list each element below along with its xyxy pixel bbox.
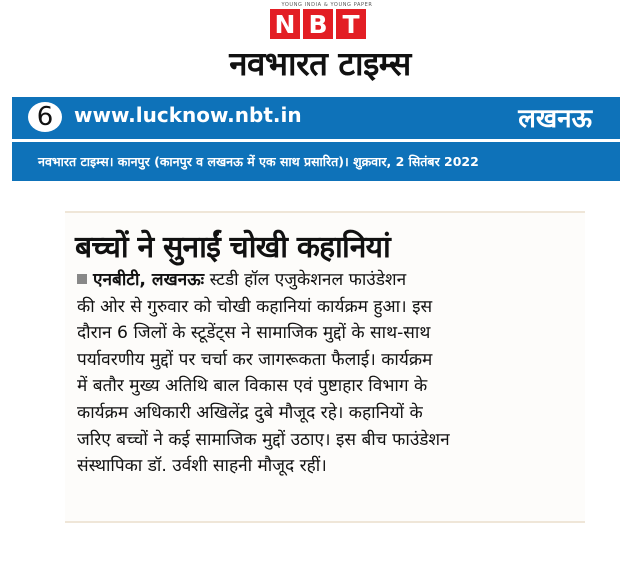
article-line: दौरान 6 जिलों के स्टूडेंट्स ने सामाजिक मुद्दों के साथ-साथ — [77, 323, 431, 344]
article-line: संस्थापिका डॉ. उर्वशी साहनी मौजूद रहीं। — [77, 456, 327, 477]
article-line: कार्यक्रम अधिकारी अखिलेंद्र दुबे मौजूद रहे। कहानियों के — [77, 402, 423, 423]
article-dateline-prefix: एनबीटी, लखनऊः — [93, 270, 205, 290]
article-line — [77, 267, 577, 294]
nbt-logo-letter-t: T — [336, 9, 366, 39]
article-line: जरिए बच्चों ने कई सामाजिक मुद्दों उठाए। इस बीच फाउंडेशन — [77, 429, 450, 450]
banner-bottom-bar — [12, 142, 620, 181]
edition-dateline: नवभारत टाइम्स। कानपुर (कानपुर व लखनऊ में एक साथ प्रसारित)। शुक्रवार, 2 सितंबर 2022 — [38, 154, 479, 169]
banner-top-bar — [12, 97, 620, 139]
article-line: की ओर से गुरुवार को चोखी कहानियां कार्यक्रम हुआ। इस — [77, 296, 433, 317]
article-clipping — [65, 211, 585, 523]
page-number: 6 — [28, 102, 62, 132]
clipping-top-rule — [65, 211, 585, 213]
masthead-tagline: YOUNG INDIA & YOUNG PAPER — [281, 2, 373, 8]
page-banner — [12, 97, 620, 181]
edition-city: लखनऊ — [518, 104, 592, 134]
nbt-logo-letter-n: N — [270, 9, 300, 39]
article-line: पर्यावरणीय मुद्दों पर चर्चा कर जागरूकता फैलाई। कार्यक्रम — [77, 349, 433, 370]
article-headline: बच्चों ने सुनाईं चोखी कहानियां — [75, 230, 390, 265]
nbt-logo-letter-b: B — [303, 9, 333, 39]
square-bullet-icon — [77, 274, 87, 284]
brand-name: नवभारत टाइम्स — [229, 44, 411, 83]
clipping-bottom-rule — [65, 521, 585, 523]
article-body — [77, 267, 577, 480]
masthead — [0, 0, 630, 95]
nbt-logo — [270, 9, 366, 39]
article-line-text: स्टडी हॉल एजुकेशनल फाउंडेशन — [209, 270, 407, 290]
article-line: में बतौर मुख्य अतिथि बाल विकास एवं पुष्टाहार विभाग के — [77, 376, 428, 397]
site-url: www.lucknow.nbt.in — [74, 103, 302, 127]
